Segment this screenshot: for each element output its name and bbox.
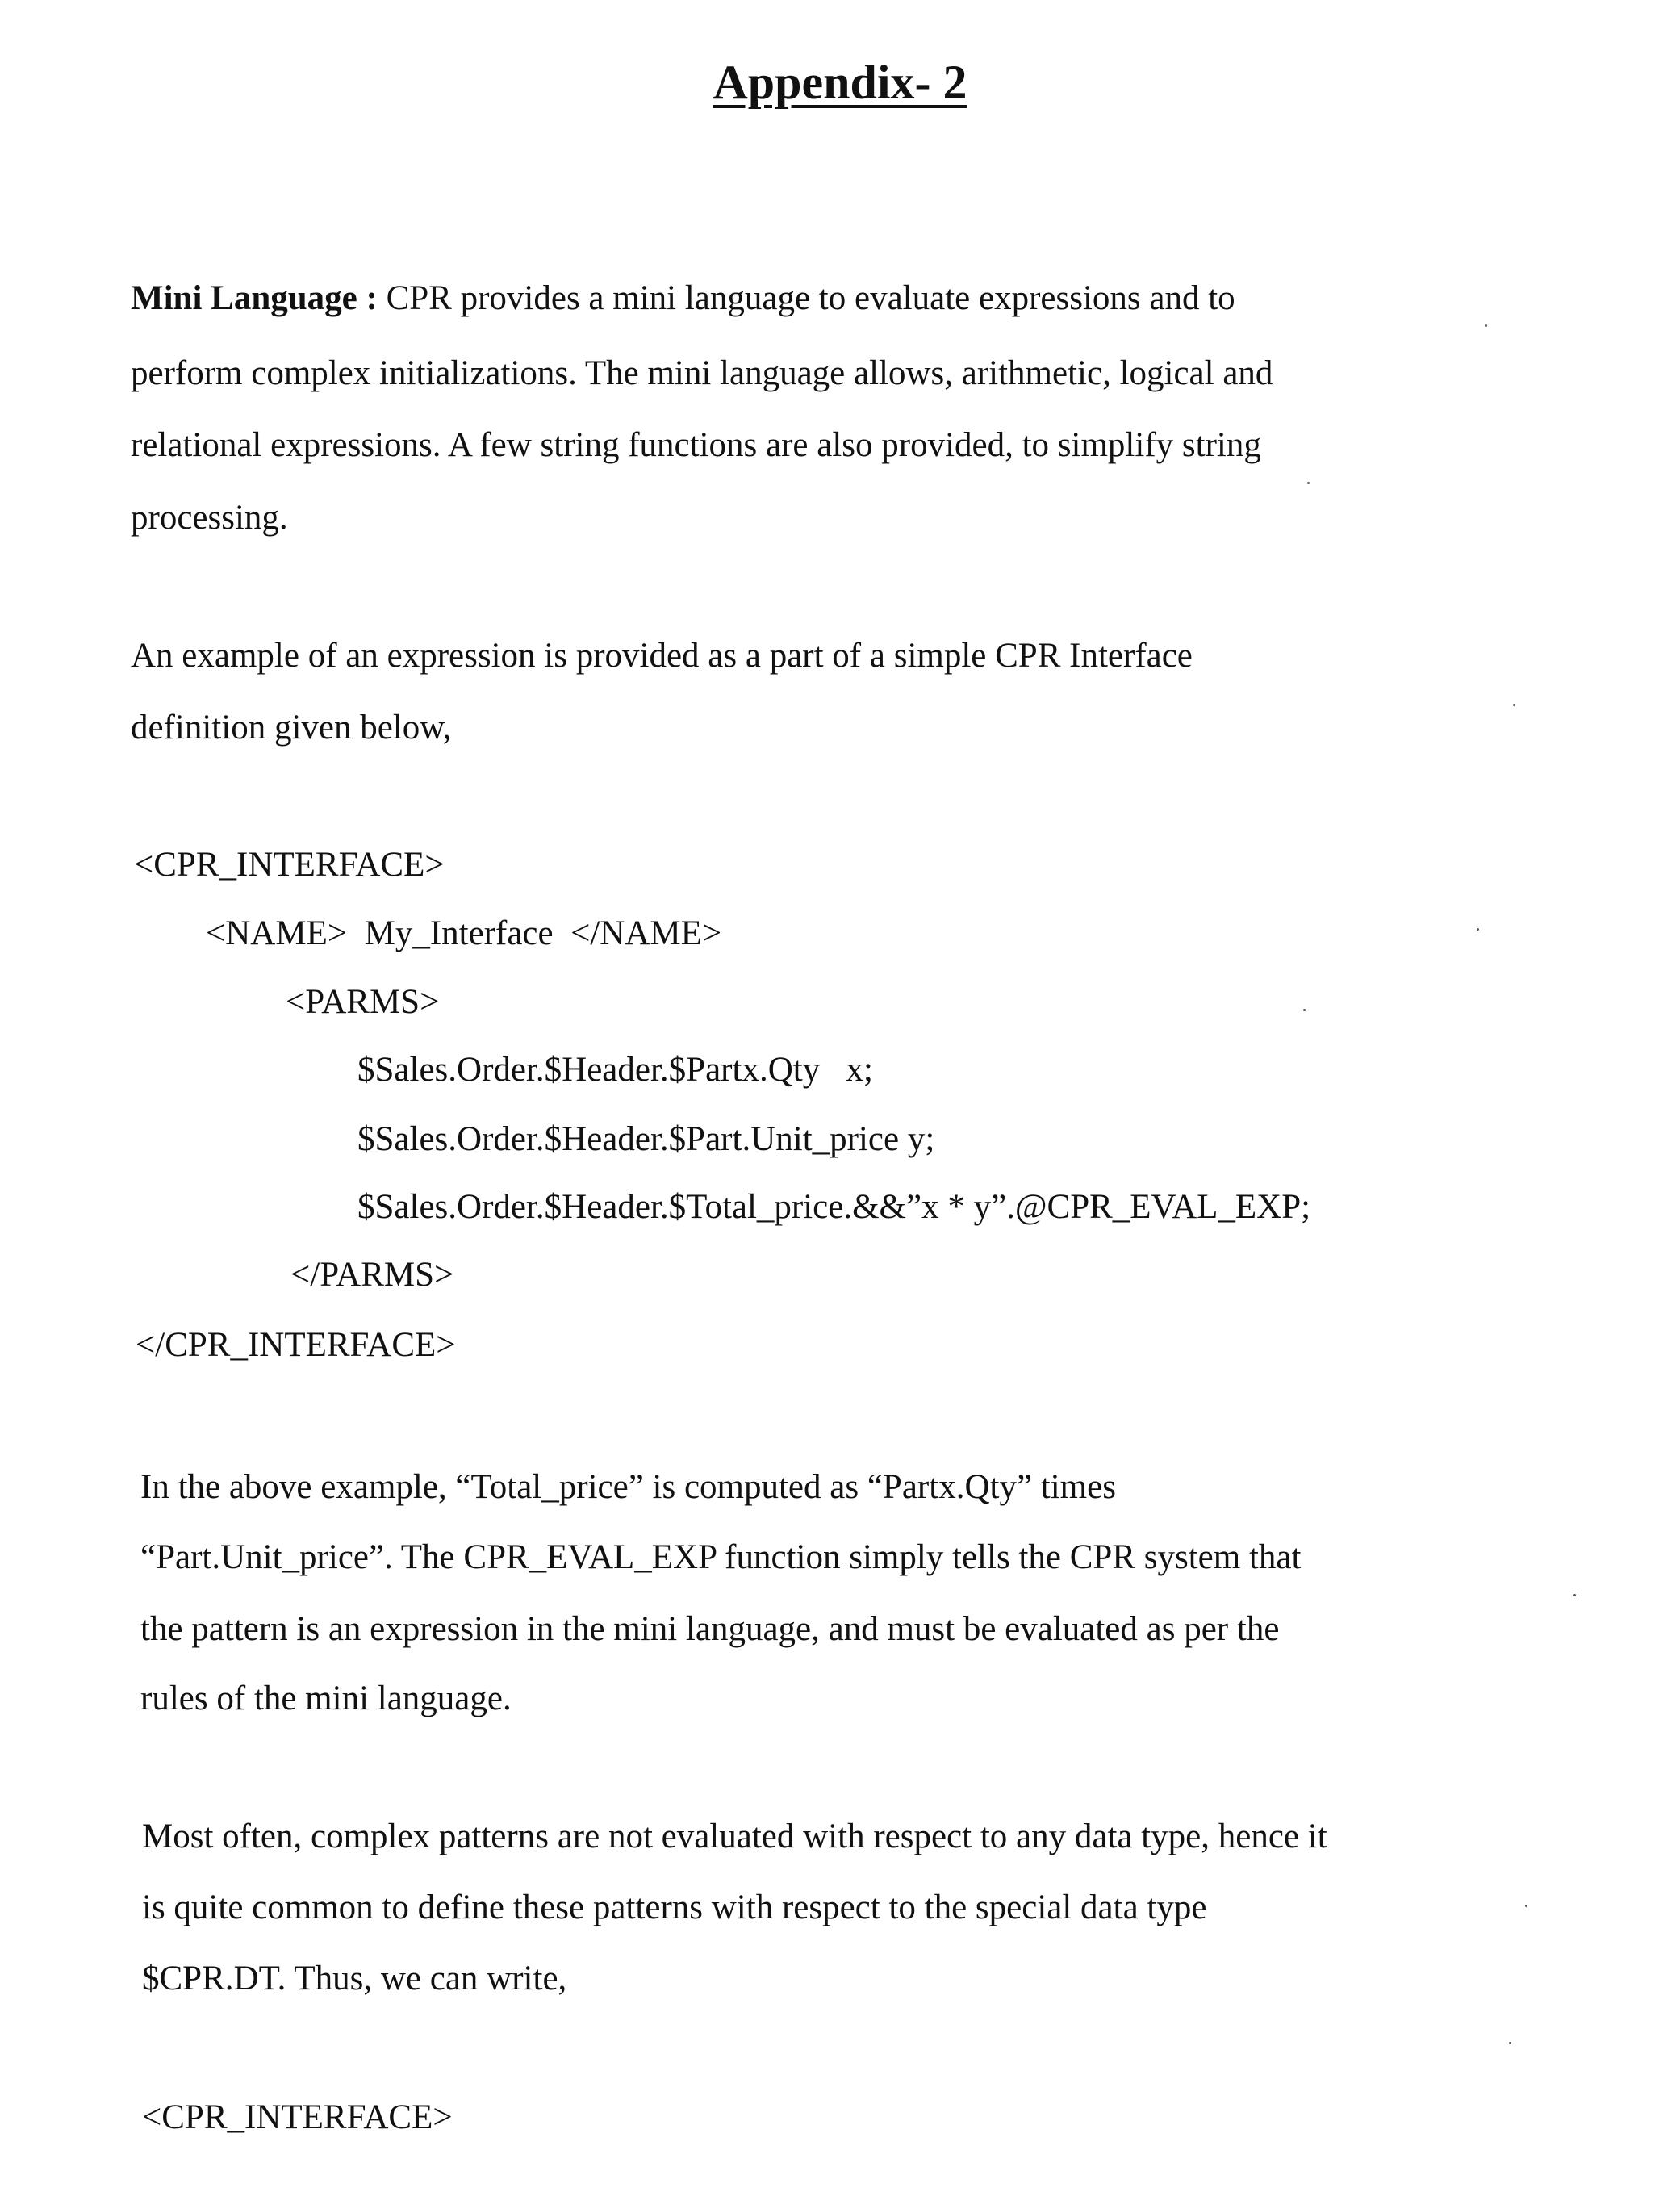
- code-line-cpr-interface-close: </CPR_INTERFACE>: [136, 1326, 456, 1364]
- code-line-param-unit-price: $Sales.Order.$Header.$Part.Unit_price y;: [357, 1120, 935, 1158]
- scan-speck: [1485, 324, 1487, 327]
- paragraph-mini-language-line-3: relational expressions. A few string functions are also provided, to simplify string: [131, 426, 1261, 464]
- code-line-param-total-price: $Sales.Order.$Header.$Total_price.&&”x * y”.@CPR_EVAL_EXP;: [357, 1188, 1311, 1226]
- scan-speck: [1509, 2042, 1511, 2044]
- paragraph-mini-language-line-2: perform complex initializations. The mini language allows, arithmetic, logical and: [131, 354, 1273, 392]
- scan-speck: [1303, 1009, 1306, 1011]
- paragraph-example-intro-line-2: definition given below,: [131, 709, 452, 747]
- code-line-param-qty: $Sales.Order.$Header.$Partx.Qty x;: [357, 1051, 873, 1089]
- scan-speck: [1525, 1905, 1527, 1907]
- code-line-cpr-interface-open-2: <CPR_INTERFACE>: [142, 2098, 453, 2136]
- paragraph-explanation-line-4: rules of the mini language.: [140, 1680, 512, 1717]
- section-heading-mini-language: Mini Language :: [131, 279, 378, 317]
- scan-speck: [1477, 928, 1479, 931]
- paragraph-explanation-line-2: “Part.Unit_price”. The CPR_EVAL_EXP function simply tells the CPR system that: [140, 1538, 1302, 1576]
- paragraph-data-type-line-1: Most often, complex patterns are not evaluated with respect to any data type, hence it: [142, 1818, 1327, 1855]
- paragraph-text: CPR provides a mini language to evaluate expressions and to: [377, 279, 1235, 317]
- code-line-parms-open: <PARMS>: [286, 983, 440, 1021]
- paragraph-example-intro-line-1: An example of an expression is provided as a part of a simple CPR Interface: [131, 637, 1193, 675]
- paragraph-data-type-line-3: $CPR.DT. Thus, we can write,: [142, 1960, 567, 1997]
- page-title: [0, 50, 1680, 115]
- code-line-cpr-interface-open: <CPR_INTERFACE>: [134, 846, 445, 884]
- paragraph-explanation-line-3: the pattern is an expression in the mini language, and must be evaluated as per the: [140, 1610, 1280, 1648]
- scan-speck: [1573, 1594, 1576, 1596]
- paragraph-mini-language-line-1: [131, 274, 1235, 323]
- paragraph-data-type-line-2: is quite common to define these patterns with respect to the special data type: [142, 1889, 1207, 1926]
- scan-speck: [1307, 482, 1310, 484]
- code-line-name: <NAME> My_Interface </NAME>: [206, 914, 722, 952]
- paragraph-mini-language-line-4: processing.: [131, 499, 288, 537]
- code-line-parms-close: </PARMS>: [290, 1256, 454, 1294]
- paragraph-explanation-line-1: In the above example, “Total_price” is computed as “Partx.Qty” times: [140, 1468, 1116, 1506]
- scan-speck: [1513, 704, 1515, 706]
- page-title-text: Appendix- 2: [713, 56, 967, 109]
